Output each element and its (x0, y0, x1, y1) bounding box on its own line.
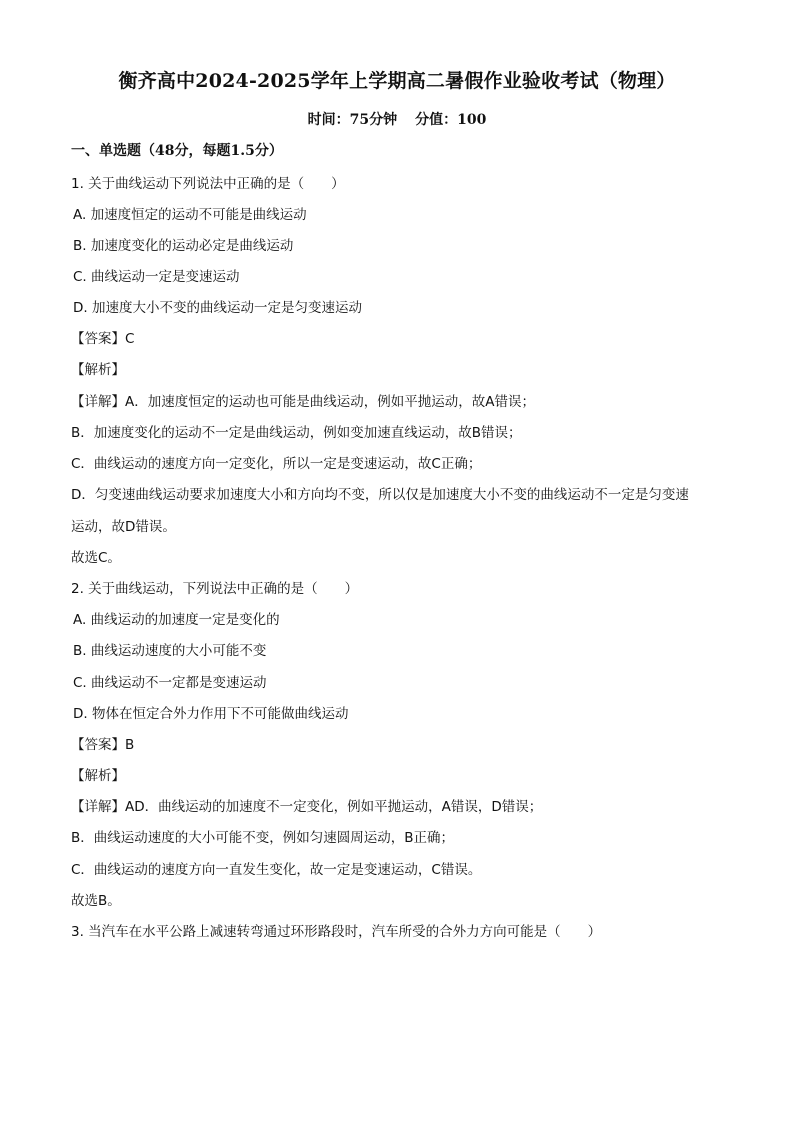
exam-score: 分值：100 (415, 112, 487, 128)
question-1-detail-line: 运动，故D错误。 (71, 519, 176, 535)
question-1-stem: 1. 关于曲线运动下列说法中正确的是（ ） (71, 176, 345, 192)
question-2-detail-line: C．曲线运动的速度方向一直发生变化，故一定是变速运动，C错误。 (71, 862, 482, 878)
section-heading: 一、单选题（48分，每题1.5分） (71, 143, 283, 159)
question-2-stem: 2. 关于曲线运动，下列说法中正确的是（ ） (71, 581, 359, 597)
question-1-option-a: A. 加速度恒定的运动不可能是曲线运动 (73, 207, 307, 223)
question-3-stem: 3. 当汽车在水平公路上减速转弯通过环形路段时，汽车所受的合外力方向可能是（ ） (71, 924, 602, 940)
question-2-option-b: B. 曲线运动速度的大小可能不变 (73, 643, 267, 659)
question-2-option-a: A. 曲线运动的加速度一定是变化的 (73, 612, 280, 628)
question-1-detail-line: B．加速度变化的运动不一定是曲线运动，例如变加速直线运动，故B错误； (71, 425, 522, 441)
question-2-analysis-label: 【解析】 (71, 768, 125, 784)
question-1-analysis-label: 【解析】 (71, 362, 125, 378)
exam-title: 衡齐高中2024-2025学年上学期高二暑假作业验收考试（物理） (118, 70, 676, 92)
question-1-detail-line: D．匀变速曲线运动要求加速度大小和方向均不变，所以仅是加速度大小不变的曲线运动不一定是匀变速 (71, 487, 689, 503)
exam-info (0, 109, 794, 129)
exam-time: 时间：75分钟 (307, 112, 398, 128)
question-2-detail-line: B．曲线运动速度的大小可能不变，例如匀速圆周运动，B正确； (71, 830, 455, 846)
question-2-detail-line: 【详解】AD．曲线运动的加速度不一定变化，例如平抛运动，A错误，D错误； (71, 799, 543, 815)
question-2-option-d: D. 物体在恒定合外力作用下不可能做曲线运动 (73, 706, 349, 722)
question-2-option-c: C. 曲线运动不一定都是变速运动 (73, 675, 267, 691)
question-1-conclusion: 故选C。 (71, 550, 121, 566)
question-1-option-b: B. 加速度变化的运动必定是曲线运动 (73, 238, 294, 254)
question-1-detail-line: 【详解】A．加速度恒定的运动也可能是曲线运动，例如平抛运动，故A错误； (71, 394, 535, 410)
question-1-detail-line: C．曲线运动的速度方向一定变化，所以一定是变速运动，故C正确； (71, 456, 482, 472)
question-1-answer: 【答案】C (71, 331, 135, 347)
question-1-option-d: D. 加速度大小不变的曲线运动一定是匀变速运动 (73, 300, 362, 316)
question-2-answer: 【答案】B (71, 737, 135, 753)
question-1-option-c: C. 曲线运动一定是变速运动 (73, 269, 240, 285)
question-2-conclusion: 故选B。 (71, 893, 121, 909)
